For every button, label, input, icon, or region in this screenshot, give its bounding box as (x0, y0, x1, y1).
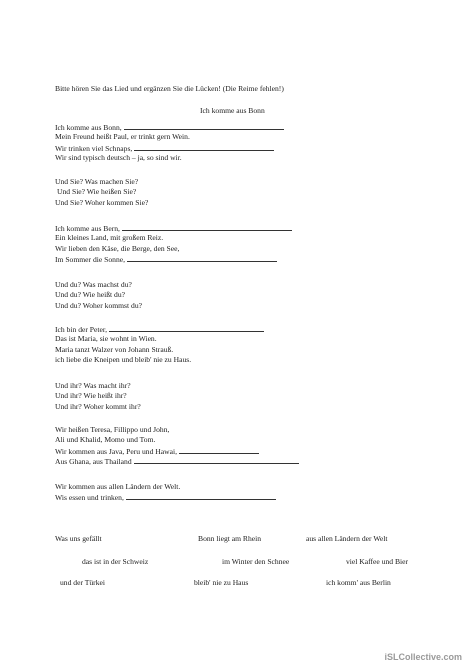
gap-blank (134, 143, 274, 151)
lyric-line: Wir kommen aus allen Ländern der Welt. (55, 482, 181, 491)
lyric-line: Wis essen und trinken, (55, 493, 124, 503)
lyric-line: Und Sie? Woher kommen Sie? (55, 197, 149, 207)
gap-blank (126, 492, 276, 500)
lyric-line: Wir kommen aus Java, Peru und Hawai, (55, 446, 178, 456)
word-bank-row-1 (0, 534, 474, 546)
stanza-1 (55, 122, 284, 163)
lyric-line: Mein Freund heißt Paul, er trinkt gern Wein. (55, 132, 190, 142)
lyric-line: ich liebe die Kneipen und bleib' nie zu Haus. (55, 354, 192, 364)
word-bank-item: Was uns gefällt (55, 534, 102, 543)
lyric-line: Und du? Was machst du? (55, 280, 132, 289)
word-bank-item: bleib' nie zu Haus (194, 578, 249, 587)
stanza-5 (55, 324, 264, 365)
stanza-7 (55, 425, 299, 466)
site-watermark: iSLCollective.com (384, 652, 462, 662)
lyric-line: Wir sind typisch deutsch – ja, so sind wir. (55, 152, 182, 162)
lyric-line: Und ihr? Wie heißt ihr? (55, 391, 127, 401)
stanza-6 (55, 381, 141, 412)
gap-blank (127, 254, 277, 262)
lyric-line: Wir lieben den Käse, die Berge, den See, (55, 243, 180, 253)
word-bank-row-3 (0, 578, 474, 590)
gap-blank (109, 324, 264, 332)
stanza-3 (55, 223, 292, 264)
gap-blank (124, 122, 284, 130)
gap-blank (122, 223, 292, 231)
lyric-line: Ich komme aus Bonn, (55, 123, 122, 132)
word-bank-item: aus allen Ländern der Welt (306, 534, 388, 543)
word-bank-item: Bonn liegt am Rhein (198, 534, 262, 543)
word-bank-item: ich komm' aus Berlin (326, 578, 391, 587)
lyric-line: Maria tanzt Walzer von Johann Strauß. (55, 344, 174, 354)
lyric-line: Und du? Wie heißt du? (55, 290, 125, 300)
word-bank-item: und der Türkei (60, 578, 105, 587)
lyric-line: Im Sommer die Sonne, (55, 254, 126, 264)
stanza-4 (55, 280, 142, 311)
lyric-line: Und du? Woher kommst du? (55, 300, 142, 310)
lyric-line: Aus Ghana, aus Thailand (55, 456, 132, 466)
lyric-line: Und ihr? Was macht ihr? (55, 381, 131, 390)
lyric-line: Das ist Maria, sie wohnt in Wien. (55, 334, 157, 344)
gap-blank (179, 446, 259, 454)
instruction-text: Bitte hören Sie das Lied und ergänzen Sie die Lücken! (Die Reime fehlen!) (55, 84, 284, 93)
lyric-line: Ein kleines Land, mit großem Reiz. (55, 233, 164, 243)
word-bank-item: im Winter den Schnee (222, 557, 290, 566)
stanza-8 (55, 482, 276, 503)
lyric-line: Und Sie? Wie heißen Sie? (57, 187, 137, 197)
lyric-line: Und ihr? Woher kommt ihr? (55, 401, 141, 411)
word-bank-item: viel Kaffee und Bier (346, 557, 409, 566)
lyric-line: Ali und Khalid, Momo und Tom. (55, 435, 156, 445)
lyric-line: Wir trinken viel Schnaps, (55, 143, 133, 153)
word-bank-item: das ist in der Schweiz (82, 557, 149, 566)
lyric-line: Ich komme aus Bern, (55, 224, 120, 233)
lyric-line: Wir heißen Teresa, Fillippo und John, (55, 425, 170, 434)
lyric-line: Ich bin der Peter, (55, 325, 107, 334)
gap-blank (134, 456, 299, 464)
song-title: Ich komme aus Bonn (200, 106, 265, 115)
stanza-2 (55, 177, 148, 208)
word-bank-row-2 (0, 557, 474, 569)
lyric-line: Und Sie? Was machen Sie? (55, 177, 139, 186)
